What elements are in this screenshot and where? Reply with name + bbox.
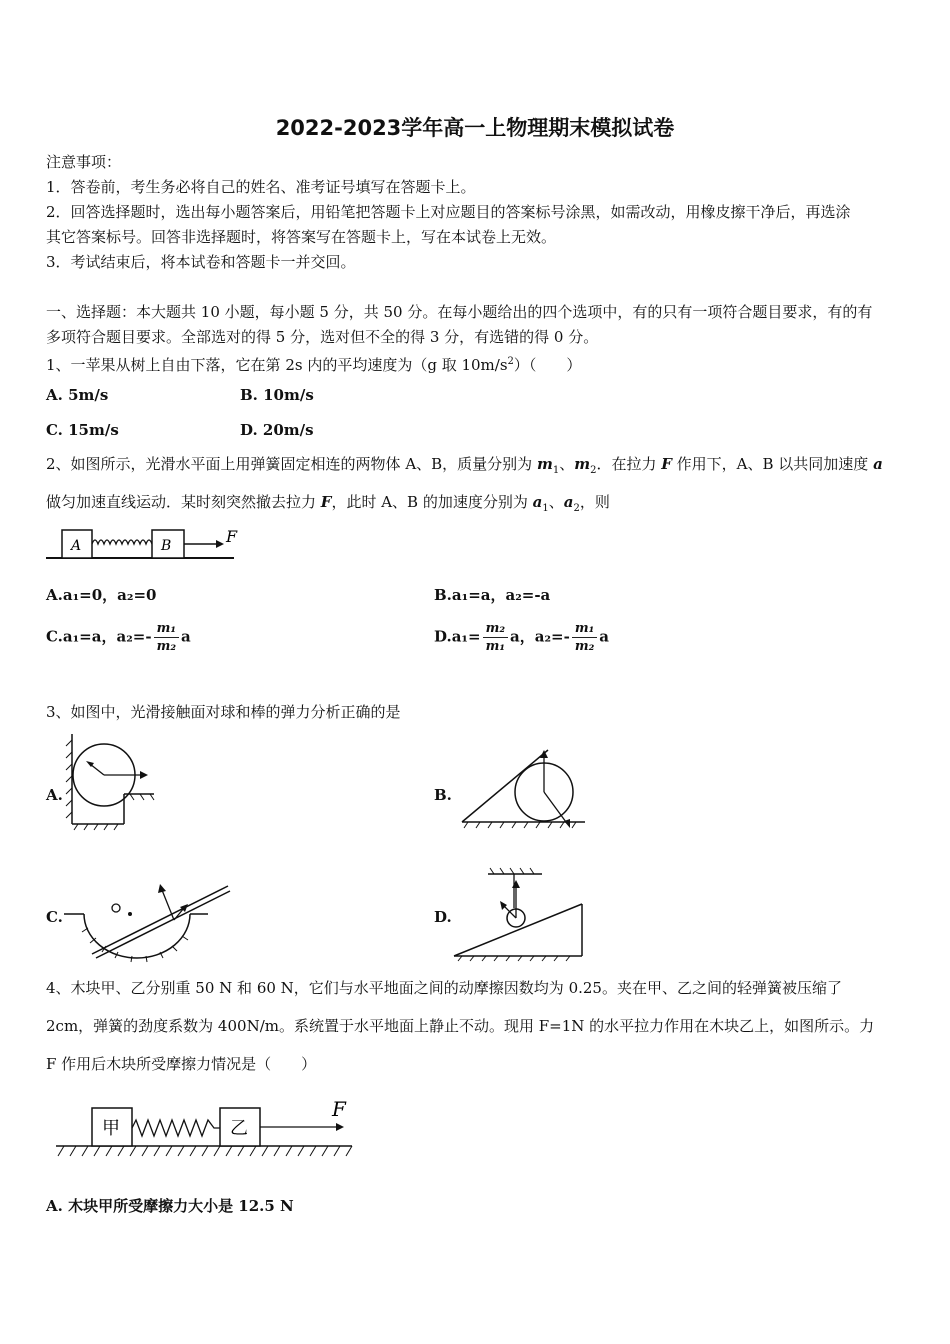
q2-sep: 、 — [559, 455, 575, 473]
q3-figure-c — [62, 880, 242, 962]
q2-label-a: A — [71, 538, 82, 554]
q2-text-c: 作用下，A、B 以共同加速度 — [671, 455, 874, 473]
q2-a1: a — [532, 493, 543, 511]
q2-optd-num2: m₁ — [572, 620, 597, 638]
q1-option-b: B. 10m/s — [240, 386, 314, 404]
q2-optd-mid: a，a₂=- — [510, 627, 570, 646]
notice-item-1: 1．答卷前，考生务必将自己的姓名、准考证号填写在答题卡上。 — [46, 178, 476, 196]
q2-optc-frac — [154, 620, 179, 655]
q2-optc-den: m₂ — [156, 639, 177, 654]
q2-text: 2、如图所示，光滑水平面上用弹簧固定相连的两物体 A、B，质量分别为 — [46, 455, 537, 473]
q1-sup: 2 — [507, 356, 514, 367]
notice-heading: 注意事项： — [46, 153, 122, 171]
q2-force-2: F — [320, 493, 332, 511]
q2-optc-post: a — [181, 627, 191, 646]
q2-a1-sub: 1 — [542, 503, 549, 514]
q2-optd-frac2 — [572, 620, 597, 655]
q4-option-a: A. 木块甲所受摩擦力大小是 12.5 N — [46, 1197, 294, 1215]
page-title: 2022-2023学年高一上物理期末模拟试卷 — [275, 116, 675, 140]
q2-text-g: ，则 — [579, 493, 610, 511]
q4-label-yi: 乙 — [230, 1118, 248, 1139]
q2-optd-num1: m₂ — [483, 620, 508, 638]
q3-stem: 3、如图中，光滑接触面对球和棒的弹力分析正确的是 — [46, 703, 401, 721]
q3-label-c: C. — [46, 908, 63, 926]
notice-item-2-cont: 其它答案标号。回答非选择题时，将答案写在答题卡上，写在本试卷上无效。 — [46, 228, 557, 246]
q2-text-e: ，此时 A、B 的加速度分别为 — [331, 493, 533, 511]
notice-item-3: 3．考试结束后，将本试卷和答题卡一并交回。 — [46, 253, 356, 271]
q2-optd-den1: m₁ — [485, 639, 506, 654]
q3-figure-d — [452, 866, 588, 962]
q2-spring — [92, 540, 152, 544]
q2-m1-sub: 1 — [552, 465, 560, 476]
q1-stem — [46, 350, 908, 377]
q3-label-a: A. — [46, 786, 63, 804]
notice-item-2: 2．回答选择题时，选出每小题答案后，用铅笔把答题卡上对应题目的答案标号涂黑，如需改动，用橡皮擦干净后，再选涂 — [46, 203, 851, 221]
q2-optd-post: a — [599, 627, 610, 646]
q2-force: F — [661, 455, 672, 473]
q4-stem-line3: F 作用后木块所受摩擦力情况是（ ） — [46, 1055, 317, 1073]
q3-label-b: B. — [434, 786, 452, 804]
section-intro-2: 多项符合题目要求。全部选对的得 5 分，选对但不全的得 3 分，有选错的得 0 分。 — [46, 328, 599, 346]
q2-option-b: B.a₁=a，a₂=-a — [434, 586, 551, 604]
q2-stem-line2 — [46, 490, 908, 521]
q2-optd-pre: D.a₁= — [434, 627, 481, 646]
q3-label-d: D. — [434, 908, 452, 926]
q4-stem-line2: 2cm，弹簧的劲度系数为 400N/m。系统置于水平地面上静止不动。现用 F=1N 的水平拉力作用在木块乙上，如图所示。力 — [46, 1017, 875, 1035]
q4-stem-line1: 4、木块甲、乙分别重 50 N 和 60 N，它们与水平地面之间的动摩擦因数均为 0.25。夹在甲、乙之间的轻弹簧被压缩了 — [46, 979, 842, 997]
q2-text-f: 、 — [548, 493, 564, 511]
q2-m2: m — [574, 455, 591, 473]
q2-optd-den2: m₂ — [574, 639, 595, 654]
section-intro-1: 一、选择题：本大题共 10 小题，每小题 5 分，共 50 分。在每小题给出的四个选项中，有的只有一项符合题目要求，有的有 — [46, 303, 873, 321]
q3-figure-b — [460, 742, 590, 834]
q2-a2-sub: 2 — [573, 503, 580, 514]
q1-option-d: D. 20m/s — [240, 421, 314, 439]
q2-text-d: 做匀加速直线运动．某时刻突然撤去拉力 — [46, 493, 321, 511]
q2-label-f: F — [226, 527, 238, 546]
q1-option-c: C. 15m/s — [46, 421, 119, 439]
q1-stem-b: ）（ ） — [513, 356, 582, 374]
q2-optd-frac1 — [483, 620, 508, 655]
q2-figure — [44, 524, 244, 564]
q2-m1: m — [536, 455, 553, 473]
q2-m2-sub: 2 — [590, 465, 597, 476]
q2-option-a: A.a₁=0，a₂=0 — [46, 586, 157, 604]
q2-optc-num: m₁ — [154, 620, 179, 638]
q2-option-d — [434, 620, 609, 655]
q1-option-a: A. 5m/s — [46, 386, 109, 404]
q2-accel: a — [873, 455, 883, 473]
q4-label-jia: 甲 — [102, 1118, 120, 1139]
q3-figure-a — [64, 732, 164, 832]
q2-option-c — [46, 620, 191, 655]
q2-a2: a — [563, 493, 574, 511]
q1-stem-a: 1、一苹果从树上自由下落，它在第 2s 内的平均速度为（g 取 10m/s — [46, 356, 508, 374]
q2-stem-line1 — [46, 452, 908, 483]
q2-optc-pre: C.a₁=a，a₂=- — [46, 627, 152, 646]
q4-figure — [52, 1098, 362, 1162]
q4-label-f: F — [332, 1097, 346, 1121]
q2-label-b: B — [161, 538, 172, 554]
q2-text-b: ．在拉力 — [596, 455, 662, 473]
q4-spring — [132, 1120, 220, 1136]
q2-arrowhead — [216, 540, 224, 548]
